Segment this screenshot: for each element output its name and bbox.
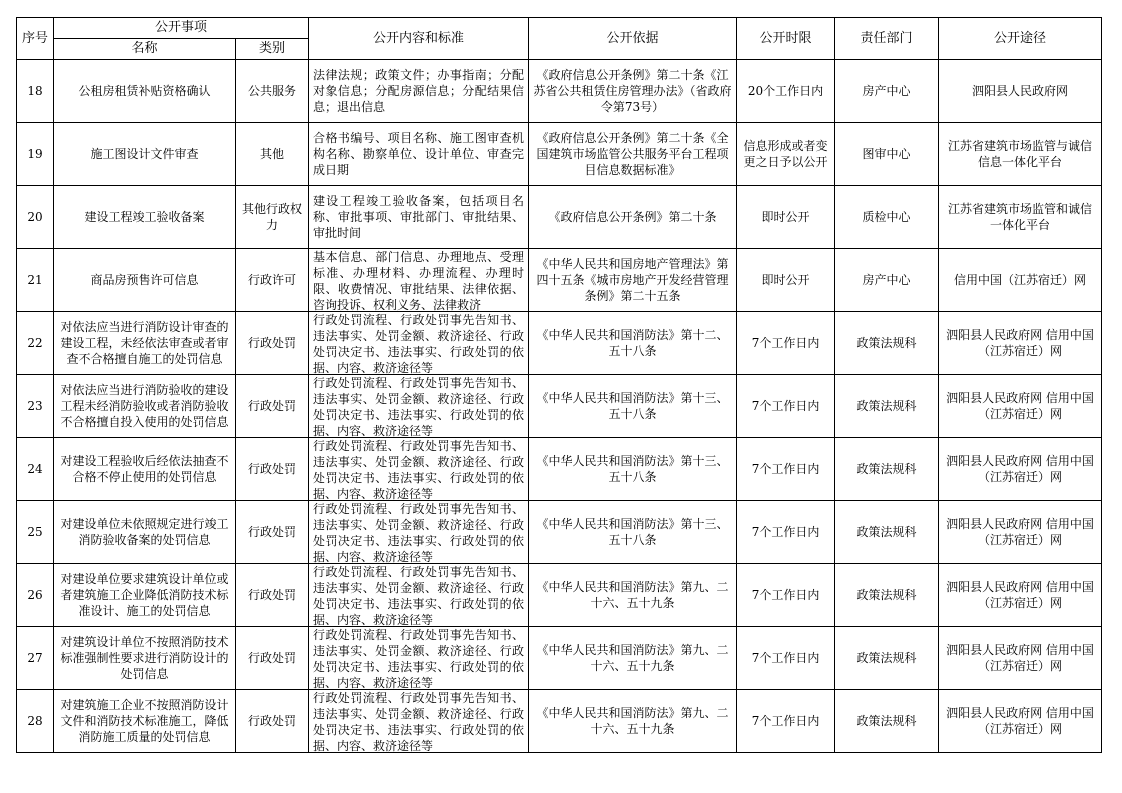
- header-timelimit: 公开时限: [737, 18, 835, 60]
- cell-category-text: 其他行政权力: [242, 202, 303, 232]
- cell-basis: [529, 501, 737, 564]
- cell-timelimit: [737, 249, 835, 312]
- cell-basis-text: 《政府信息公开条例》第二十条《全国建筑市场监管公共服务平台工程项目信息数据标准》: [536, 131, 729, 177]
- table-row: [17, 690, 1102, 753]
- cell-content: [309, 249, 529, 312]
- table-row: [17, 501, 1102, 564]
- cell-index-text: 18: [27, 84, 43, 98]
- cell-index: [17, 249, 54, 312]
- cell-basis-text: 《政府信息公开条例》第二十条: [548, 210, 717, 224]
- cell-content-text: 建设工程竣工验收备案，包括项目名称、审批事项、审批部门、审批结果、审批时间: [313, 194, 525, 240]
- cell-timelimit-text: 7个工作日内: [751, 462, 820, 476]
- cell-name-text: 对建设单位要求建筑设计单位或者建筑施工企业降低消防技术标准设计、施工的处罚信息: [60, 572, 229, 618]
- cell-name-text: 对建筑设计单位不按照消防技术标准强制性要求进行消防设计的处罚信息: [60, 635, 229, 681]
- cell-dept-text: 政策法规科: [856, 462, 917, 476]
- cell-content: [309, 123, 529, 186]
- table-row: [17, 438, 1102, 501]
- cell-channel: [939, 186, 1102, 249]
- header-row-1: [17, 18, 1102, 39]
- cell-content: [309, 438, 529, 501]
- cell-channel-text: 泗阳县人民政府网: [972, 84, 1069, 98]
- cell-name: [54, 60, 236, 123]
- cell-content-text: 基本信息、部门信息、办理地点、受理标准、办理材料、办理流程、办理时限、收费情况、审批结果、法律依据、咨询投诉、权利义务、法律救济: [313, 250, 525, 311]
- cell-basis: [529, 627, 737, 690]
- cell-category: [236, 312, 309, 375]
- cell-channel: [939, 627, 1102, 690]
- cell-content: [309, 501, 529, 564]
- cell-content-text: 行政处罚流程、行政处罚事先告知书、违法事实、处罚金额、救济途径、行政处罚决定书、违法事实、行政处罚的依据、内容、救济途径等: [313, 691, 525, 752]
- cell-name-text: 公租房租赁补贴资格确认: [78, 84, 211, 98]
- cell-category: [236, 60, 309, 123]
- cell-name: [54, 501, 236, 564]
- cell-index: [17, 501, 54, 564]
- cell-channel-text: 江苏省建筑市场监管与诚信信息一体化平台: [948, 139, 1093, 169]
- cell-timelimit-text: 20个工作日内: [747, 84, 824, 98]
- cell-name-text: 对依法应当进行消防设计审查的建设工程，未经依法审查或者审查不合格擅自施工的处罚信息: [60, 320, 229, 366]
- cell-basis-text: 《中华人民共和国消防法》第十三、五十八条: [536, 391, 729, 421]
- cell-channel-text: 泗阳县人民政府网 信用中国（江苏宿迁）网: [946, 391, 1094, 421]
- cell-category-text: 行政处罚: [248, 714, 297, 728]
- cell-content-text: 合格书编号、项目名称、施工图审查机构名称、勘察单位、设计单位、审查完成日期: [313, 131, 525, 177]
- cell-timelimit-text: 7个工作日内: [751, 336, 820, 350]
- cell-category-text: 行政处罚: [248, 525, 297, 539]
- cell-basis: [529, 375, 737, 438]
- cell-timelimit: [737, 123, 835, 186]
- cell-index-text: 20: [27, 210, 43, 224]
- cell-category: [236, 249, 309, 312]
- table-row: [17, 312, 1102, 375]
- cell-dept: [835, 627, 939, 690]
- cell-timelimit: [737, 690, 835, 753]
- cell-category: [236, 186, 309, 249]
- cell-index: [17, 375, 54, 438]
- header-index: 序号: [17, 18, 54, 60]
- table-row: [17, 60, 1102, 123]
- cell-timelimit-text: 即时公开: [761, 273, 810, 287]
- cell-dept: [835, 564, 939, 627]
- cell-content-text: 行政处罚流程、行政处罚事先告知书、违法事实、处罚金额、救济途径、行政处罚决定书、违法事实、行政处罚的依据、内容、救济途径等: [313, 628, 525, 689]
- cell-content-text: 行政处罚流程、行政处罚事先告知书、违法事实、处罚金额、救济途径、行政处罚决定书、违法事实、行政处罚的依据、内容、救济途径等: [313, 313, 525, 374]
- cell-timelimit-text: 7个工作日内: [751, 525, 820, 539]
- cell-channel-text: 泗阳县人民政府网 信用中国（江苏宿迁）网: [946, 328, 1094, 358]
- table-row: [17, 186, 1102, 249]
- cell-basis-text: 《中华人民共和国消防法》第十三、五十八条: [536, 454, 729, 484]
- cell-name: [54, 186, 236, 249]
- cell-category-text: 行政处罚: [248, 651, 297, 665]
- cell-basis: [529, 60, 737, 123]
- table-row: [17, 123, 1102, 186]
- cell-index-text: 25: [27, 525, 43, 539]
- cell-dept-text: 政策法规科: [856, 714, 917, 728]
- cell-category: [236, 690, 309, 753]
- cell-name-text: 商品房预售许可信息: [90, 273, 199, 287]
- cell-dept: [835, 186, 939, 249]
- cell-basis-text: 《中华人民共和国消防法》第十二、五十八条: [536, 328, 729, 358]
- cell-timelimit: [737, 312, 835, 375]
- cell-channel-text: 泗阳县人民政府网 信用中国（江苏宿迁）网: [946, 580, 1094, 610]
- cell-category: [236, 438, 309, 501]
- cell-basis: [529, 123, 737, 186]
- cell-dept-text: 房产中心: [862, 273, 911, 287]
- header-content: 公开内容和标准: [309, 18, 529, 60]
- cell-category: [236, 564, 309, 627]
- header-basis: 公开依据: [529, 18, 737, 60]
- cell-dept: [835, 312, 939, 375]
- cell-dept: [835, 501, 939, 564]
- cell-name-text: 对建设单位未依照规定进行竣工消防验收备案的处罚信息: [60, 517, 229, 547]
- cell-category-text: 其他: [260, 147, 285, 161]
- cell-timelimit: [737, 186, 835, 249]
- cell-channel-text: 泗阳县人民政府网 信用中国（江苏宿迁）网: [946, 454, 1094, 484]
- cell-content-text: 行政处罚流程、行政处罚事先告知书、违法事实、处罚金额、救济途径、行政处罚决定书、违法事实、行政处罚的依据、内容、救济途径等: [313, 376, 525, 437]
- cell-name-text: 建设工程竣工验收备案: [84, 210, 205, 224]
- header-category: 类别: [236, 39, 309, 60]
- cell-basis: [529, 690, 737, 753]
- cell-timelimit-text: 即时公开: [761, 210, 810, 224]
- cell-basis: [529, 438, 737, 501]
- cell-content: [309, 375, 529, 438]
- cell-timelimit: [737, 375, 835, 438]
- cell-timelimit-text: 7个工作日内: [751, 399, 820, 413]
- cell-dept-text: 图审中心: [862, 147, 911, 161]
- cell-content: [309, 60, 529, 123]
- cell-dept-text: 房产中心: [862, 84, 911, 98]
- cell-index: [17, 123, 54, 186]
- cell-timelimit-text: 信息形成或者变更之日予以公开: [743, 139, 828, 169]
- cell-content: [309, 564, 529, 627]
- cell-content-text: 行政处罚流程、行政处罚事先告知书、违法事实、处罚金额、救济途径、行政处罚决定书、违法事实、行政处罚的依据、内容、救济途径等: [313, 439, 525, 500]
- cell-content: [309, 690, 529, 753]
- cell-basis: [529, 564, 737, 627]
- cell-category: [236, 501, 309, 564]
- cell-category: [236, 123, 309, 186]
- cell-basis-text: 《政府信息公开条例》第二十条《江苏省公共租赁住房管理办法》（省政府令第73号）: [533, 68, 732, 114]
- cell-dept: [835, 123, 939, 186]
- cell-channel-text: 泗阳县人民政府网 信用中国（江苏宿迁）网: [946, 517, 1094, 547]
- cell-index-text: 19: [27, 147, 43, 161]
- cell-index-text: 23: [27, 399, 43, 413]
- table-row: [17, 375, 1102, 438]
- cell-index: [17, 186, 54, 249]
- cell-dept-text: 质检中心: [862, 210, 911, 224]
- cell-basis: [529, 186, 737, 249]
- cell-category-text: 行政处罚: [248, 588, 297, 602]
- table-row: [17, 249, 1102, 312]
- cell-name: [54, 438, 236, 501]
- cell-channel: [939, 123, 1102, 186]
- cell-timelimit: [737, 438, 835, 501]
- cell-timelimit-text: 7个工作日内: [751, 588, 820, 602]
- cell-category-text: 行政处罚: [248, 462, 297, 476]
- cell-timelimit-text: 7个工作日内: [751, 714, 820, 728]
- cell-name: [54, 564, 236, 627]
- cell-name-text: 对建设工程验收后经依法抽查不合格不停止使用的处罚信息: [60, 454, 229, 484]
- cell-timelimit: [737, 60, 835, 123]
- cell-name-text: 对依法应当进行消防验收的建设工程未经消防验收或者消防验收不合格擅自投入使用的处罚信息: [60, 383, 229, 429]
- cell-dept: [835, 249, 939, 312]
- cell-dept-text: 政策法规科: [856, 588, 917, 602]
- cell-category-text: 行政处罚: [248, 336, 297, 350]
- cell-name-text: 对建筑施工企业不按照消防设计文件和消防技术标准施工，降低消防施工质量的处罚信息: [60, 698, 229, 744]
- cell-channel: [939, 375, 1102, 438]
- cell-name: [54, 375, 236, 438]
- cell-basis: [529, 249, 737, 312]
- cell-timelimit-text: 7个工作日内: [751, 651, 820, 665]
- cell-content-text: 法律法规；政策文件；办事指南；分配对象信息；分配房源信息；分配结果信息；退出信息: [313, 68, 525, 114]
- cell-channel-text: 信用中国（江苏宿迁）网: [954, 273, 1087, 287]
- cell-basis-text: 《中华人民共和国房地产管理法》第四十五条《城市房地产开发经营管理条例》第二十五条: [536, 257, 729, 303]
- cell-channel: [939, 312, 1102, 375]
- cell-timelimit: [737, 501, 835, 564]
- cell-dept-text: 政策法规科: [856, 525, 917, 539]
- cell-dept-text: 政策法规科: [856, 336, 917, 350]
- cell-name: [54, 312, 236, 375]
- table-row: [17, 564, 1102, 627]
- cell-index-text: 24: [27, 462, 43, 476]
- header-name: 名称: [54, 39, 236, 60]
- cell-dept-text: 政策法规科: [856, 399, 917, 413]
- cell-dept: [835, 375, 939, 438]
- header-dept: 责任部门: [835, 18, 939, 60]
- cell-dept-text: 政策法规科: [856, 651, 917, 665]
- cell-index-text: 22: [27, 336, 43, 350]
- cell-dept: [835, 690, 939, 753]
- cell-basis-text: 《中华人民共和国消防法》第九、二十六、五十九条: [536, 706, 729, 736]
- cell-basis: [529, 312, 737, 375]
- cell-content-text: 行政处罚流程、行政处罚事先告知书、违法事实、处罚金额、救济途径、行政处罚决定书、违法事实、行政处罚的依据、内容、救济途径等: [313, 502, 525, 563]
- cell-index-text: 28: [27, 714, 43, 728]
- cell-index: [17, 438, 54, 501]
- cell-content: [309, 312, 529, 375]
- cell-category: [236, 627, 309, 690]
- cell-channel-text: 泗阳县人民政府网 信用中国（江苏宿迁）网: [946, 706, 1094, 736]
- cell-channel: [939, 690, 1102, 753]
- cell-name: [54, 627, 236, 690]
- cell-name: [54, 690, 236, 753]
- cell-index-text: 27: [27, 651, 43, 665]
- cell-index: [17, 564, 54, 627]
- cell-channel-text: 江苏省建筑市场监管和诚信一体化平台: [948, 202, 1093, 232]
- header-group: 公开事项: [54, 18, 309, 39]
- header-channel: 公开途径: [939, 18, 1102, 60]
- cell-basis-text: 《中华人民共和国消防法》第九、二十六、五十九条: [536, 643, 729, 673]
- cell-channel-text: 泗阳县人民政府网 信用中国（江苏宿迁）网: [946, 643, 1094, 673]
- table-row: [17, 627, 1102, 690]
- cell-category-text: 公共服务: [248, 84, 297, 98]
- cell-channel: [939, 564, 1102, 627]
- cell-basis-text: 《中华人民共和国消防法》第十三、五十八条: [536, 517, 729, 547]
- cell-content-text: 行政处罚流程、行政处罚事先告知书、违法事实、处罚金额、救济途径、行政处罚决定书、违法事实、行政处罚的依据、内容、救济途径等: [313, 565, 525, 626]
- cell-timelimit: [737, 564, 835, 627]
- cell-name: [54, 249, 236, 312]
- cell-content: [309, 186, 529, 249]
- cell-name-text: 施工图设计文件审查: [90, 147, 199, 161]
- cell-index: [17, 690, 54, 753]
- cell-timelimit: [737, 627, 835, 690]
- cell-dept: [835, 438, 939, 501]
- cell-category: [236, 375, 309, 438]
- cell-name: [54, 123, 236, 186]
- cell-index: [17, 312, 54, 375]
- cell-channel: [939, 438, 1102, 501]
- cell-index: [17, 627, 54, 690]
- cell-dept: [835, 60, 939, 123]
- cell-content: [309, 627, 529, 690]
- cell-channel: [939, 501, 1102, 564]
- cell-index: [17, 60, 54, 123]
- cell-basis-text: 《中华人民共和国消防法》第九、二十六、五十九条: [536, 580, 729, 610]
- cell-category-text: 行政许可: [248, 273, 297, 287]
- cell-index-text: 26: [27, 588, 43, 602]
- cell-channel: [939, 60, 1102, 123]
- disclosure-table: [16, 17, 1102, 753]
- cell-category-text: 行政处罚: [248, 399, 297, 413]
- cell-channel: [939, 249, 1102, 312]
- table-body: [17, 60, 1102, 753]
- cell-index-text: 21: [27, 273, 43, 287]
